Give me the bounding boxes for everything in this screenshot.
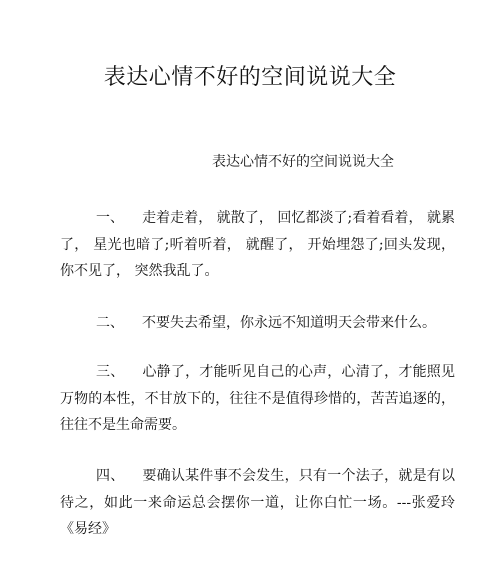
paragraph-text: 心静了，才能听见自己的心声，心清了，才能照见万物的本性，不甘放下的，往往不是值得珍惜的，苦苦追逐的，往往不是生命需要。: [60, 364, 456, 433]
paragraph-3: [60, 359, 455, 439]
paragraph-4: [60, 463, 455, 543]
paragraph-1: [60, 205, 455, 285]
paragraph-text: 走着走着， 就散了， 回忆都淡了;看着看着， 就累了， 星光也暗了;听着听着， 就醒了， 开始埋怨了;回头发现，你不见了， 突然我乱了。: [60, 210, 455, 279]
paragraph-number: 二、: [96, 315, 124, 331]
paragraph-2: [60, 310, 455, 337]
page-subtitle: 表达心情不好的空间说说大全: [212, 154, 394, 170]
paragraph-text: 不要失去希望，你永远不知道明天会带来什么。: [142, 315, 436, 331]
paragraph-number: 四、: [96, 468, 125, 484]
paragraph-number: 三、: [96, 364, 125, 380]
paragraph-number: 一、: [96, 210, 125, 226]
page-title: 表达心情不好的空间说说大全: [103, 65, 397, 90]
paragraph-text: 要确认某件事不会发生，只有一个法子，就是有以待之，如此一来命运总会摆你一道，让你白忙一场。---张爱玲《易经》: [60, 468, 456, 537]
